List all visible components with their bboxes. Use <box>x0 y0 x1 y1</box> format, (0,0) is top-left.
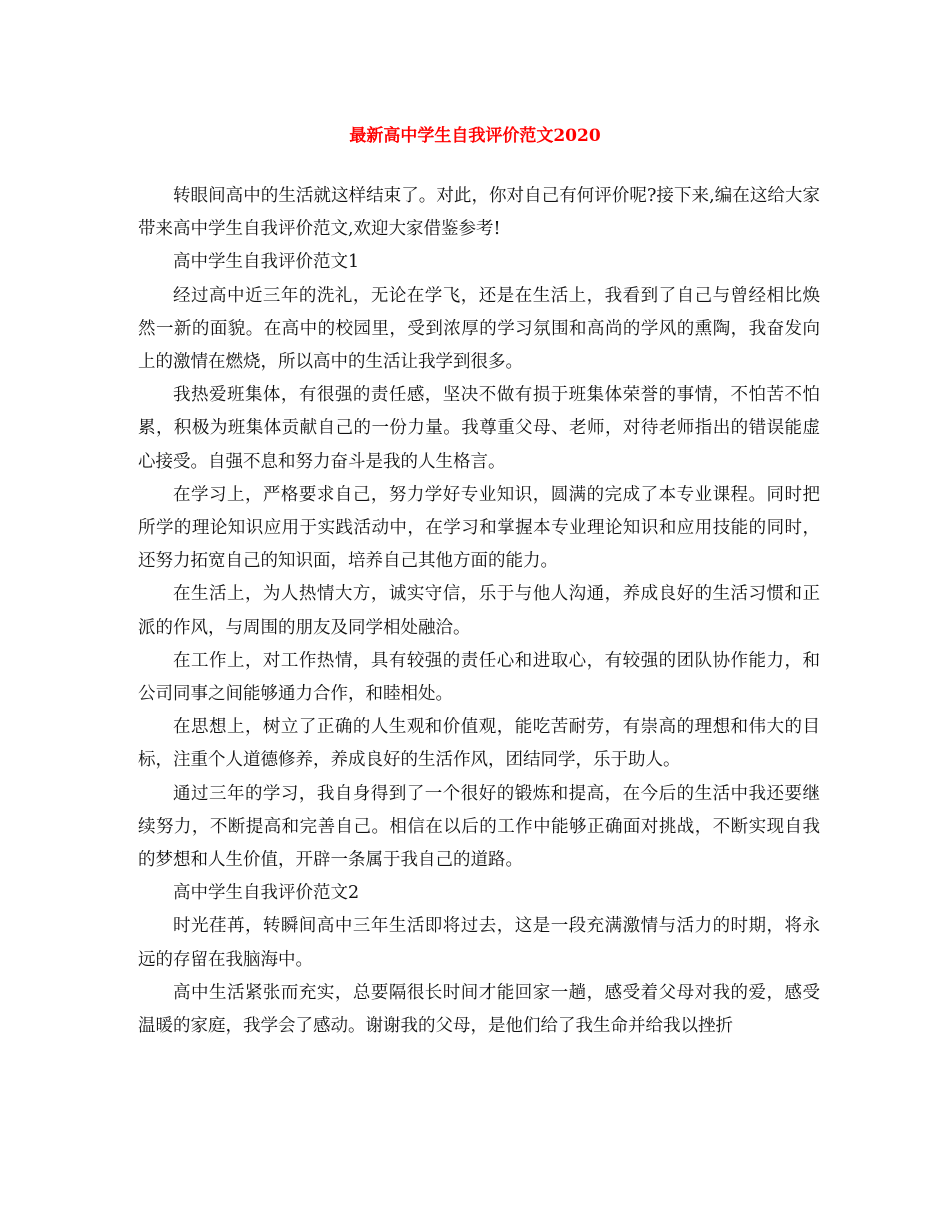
paragraph: 我热爱班集体，有很强的责任感，坚决不做有损于班集体荣誉的事情，不怕苦不怕累，积极为班集体贡献自己的一份力量。我尊重父母、老师，对待老师指出的错误能虚心接受。自强不息和努力奋斗是我的人生格言。 <box>138 385 820 472</box>
paragraph: 在工作上，对工作热情，具有较强的责任心和进取心，有较强的团队协作能力，和公司同事之间能够通力合作，和睦相处。 <box>138 650 820 705</box>
document-body <box>138 180 820 1043</box>
paragraph: 在思想上，树立了正确的人生观和价值观，能吃苦耐劳，有崇高的理想和伟大的目标，注重个人道德修养，养成良好的生活作风，团结同学，乐于助人。 <box>138 717 820 771</box>
section-heading-2: 高中学生自我评价范文2 <box>173 883 360 904</box>
paragraph: 在学习上，严格要求自己，努力学好专业知识，圆满的完成了本专业课程。同时把所学的理论知识应用于实践活动中，在学习和掌握本专业理论知识和应用技能的同时，还努力拓宽自己的知识面，培养自己其他方面的能力。 <box>138 484 820 572</box>
paragraph: 在生活上，为人热情大方，诚实守信，乐于与他人沟通，养成良好的生活习惯和正派的作风，与周围的朋友及同学相处融洽。 <box>138 584 820 638</box>
paragraph: 经过高中近三年的洗礼，无论在学飞，还是在生活上，我看到了自己与曾经相比焕然一新的面貌。在高中的校园里，受到浓厚的学习氛围和高尚的学风的熏陶，我奋发向上的激情在燃烧，所以高中的生活让我学到很多。 <box>138 285 820 373</box>
paragraph: 通过三年的学习，我自身得到了一个很好的锻炼和提高，在今后的生活中我还要继续努力，不断提高和完善自己。相信在以后的工作中能够正确面对挑战，不断实现自我的梦想和人生价值，开辟一条属于我自己的道路。 <box>138 783 820 871</box>
intro-paragraph: 转眼间高中的生活就这样结束了。对此，你对自己有何评价呢?接下来,编在这给大家带来高中学生自我评价范文,欢迎大家借鉴参考! <box>138 186 820 240</box>
paragraph: 高中生活紧张而充实，总要隔很长时间才能回家一趟，感受着父母对我的爱，感受温暖的家庭，我学会了感动。谢谢我的父母，是他们给了我生命并给我以挫折 <box>138 982 820 1037</box>
paragraph: 时光荏苒，转瞬间高中三年生活即将过去，这是一段充满激情与活力的时期，将永远的存留在我脑海中。 <box>138 916 820 970</box>
section-heading-1: 高中学生自我评价范文1 <box>173 252 360 273</box>
document-title: 最新高中学生自我评价范文2020 <box>349 126 601 146</box>
